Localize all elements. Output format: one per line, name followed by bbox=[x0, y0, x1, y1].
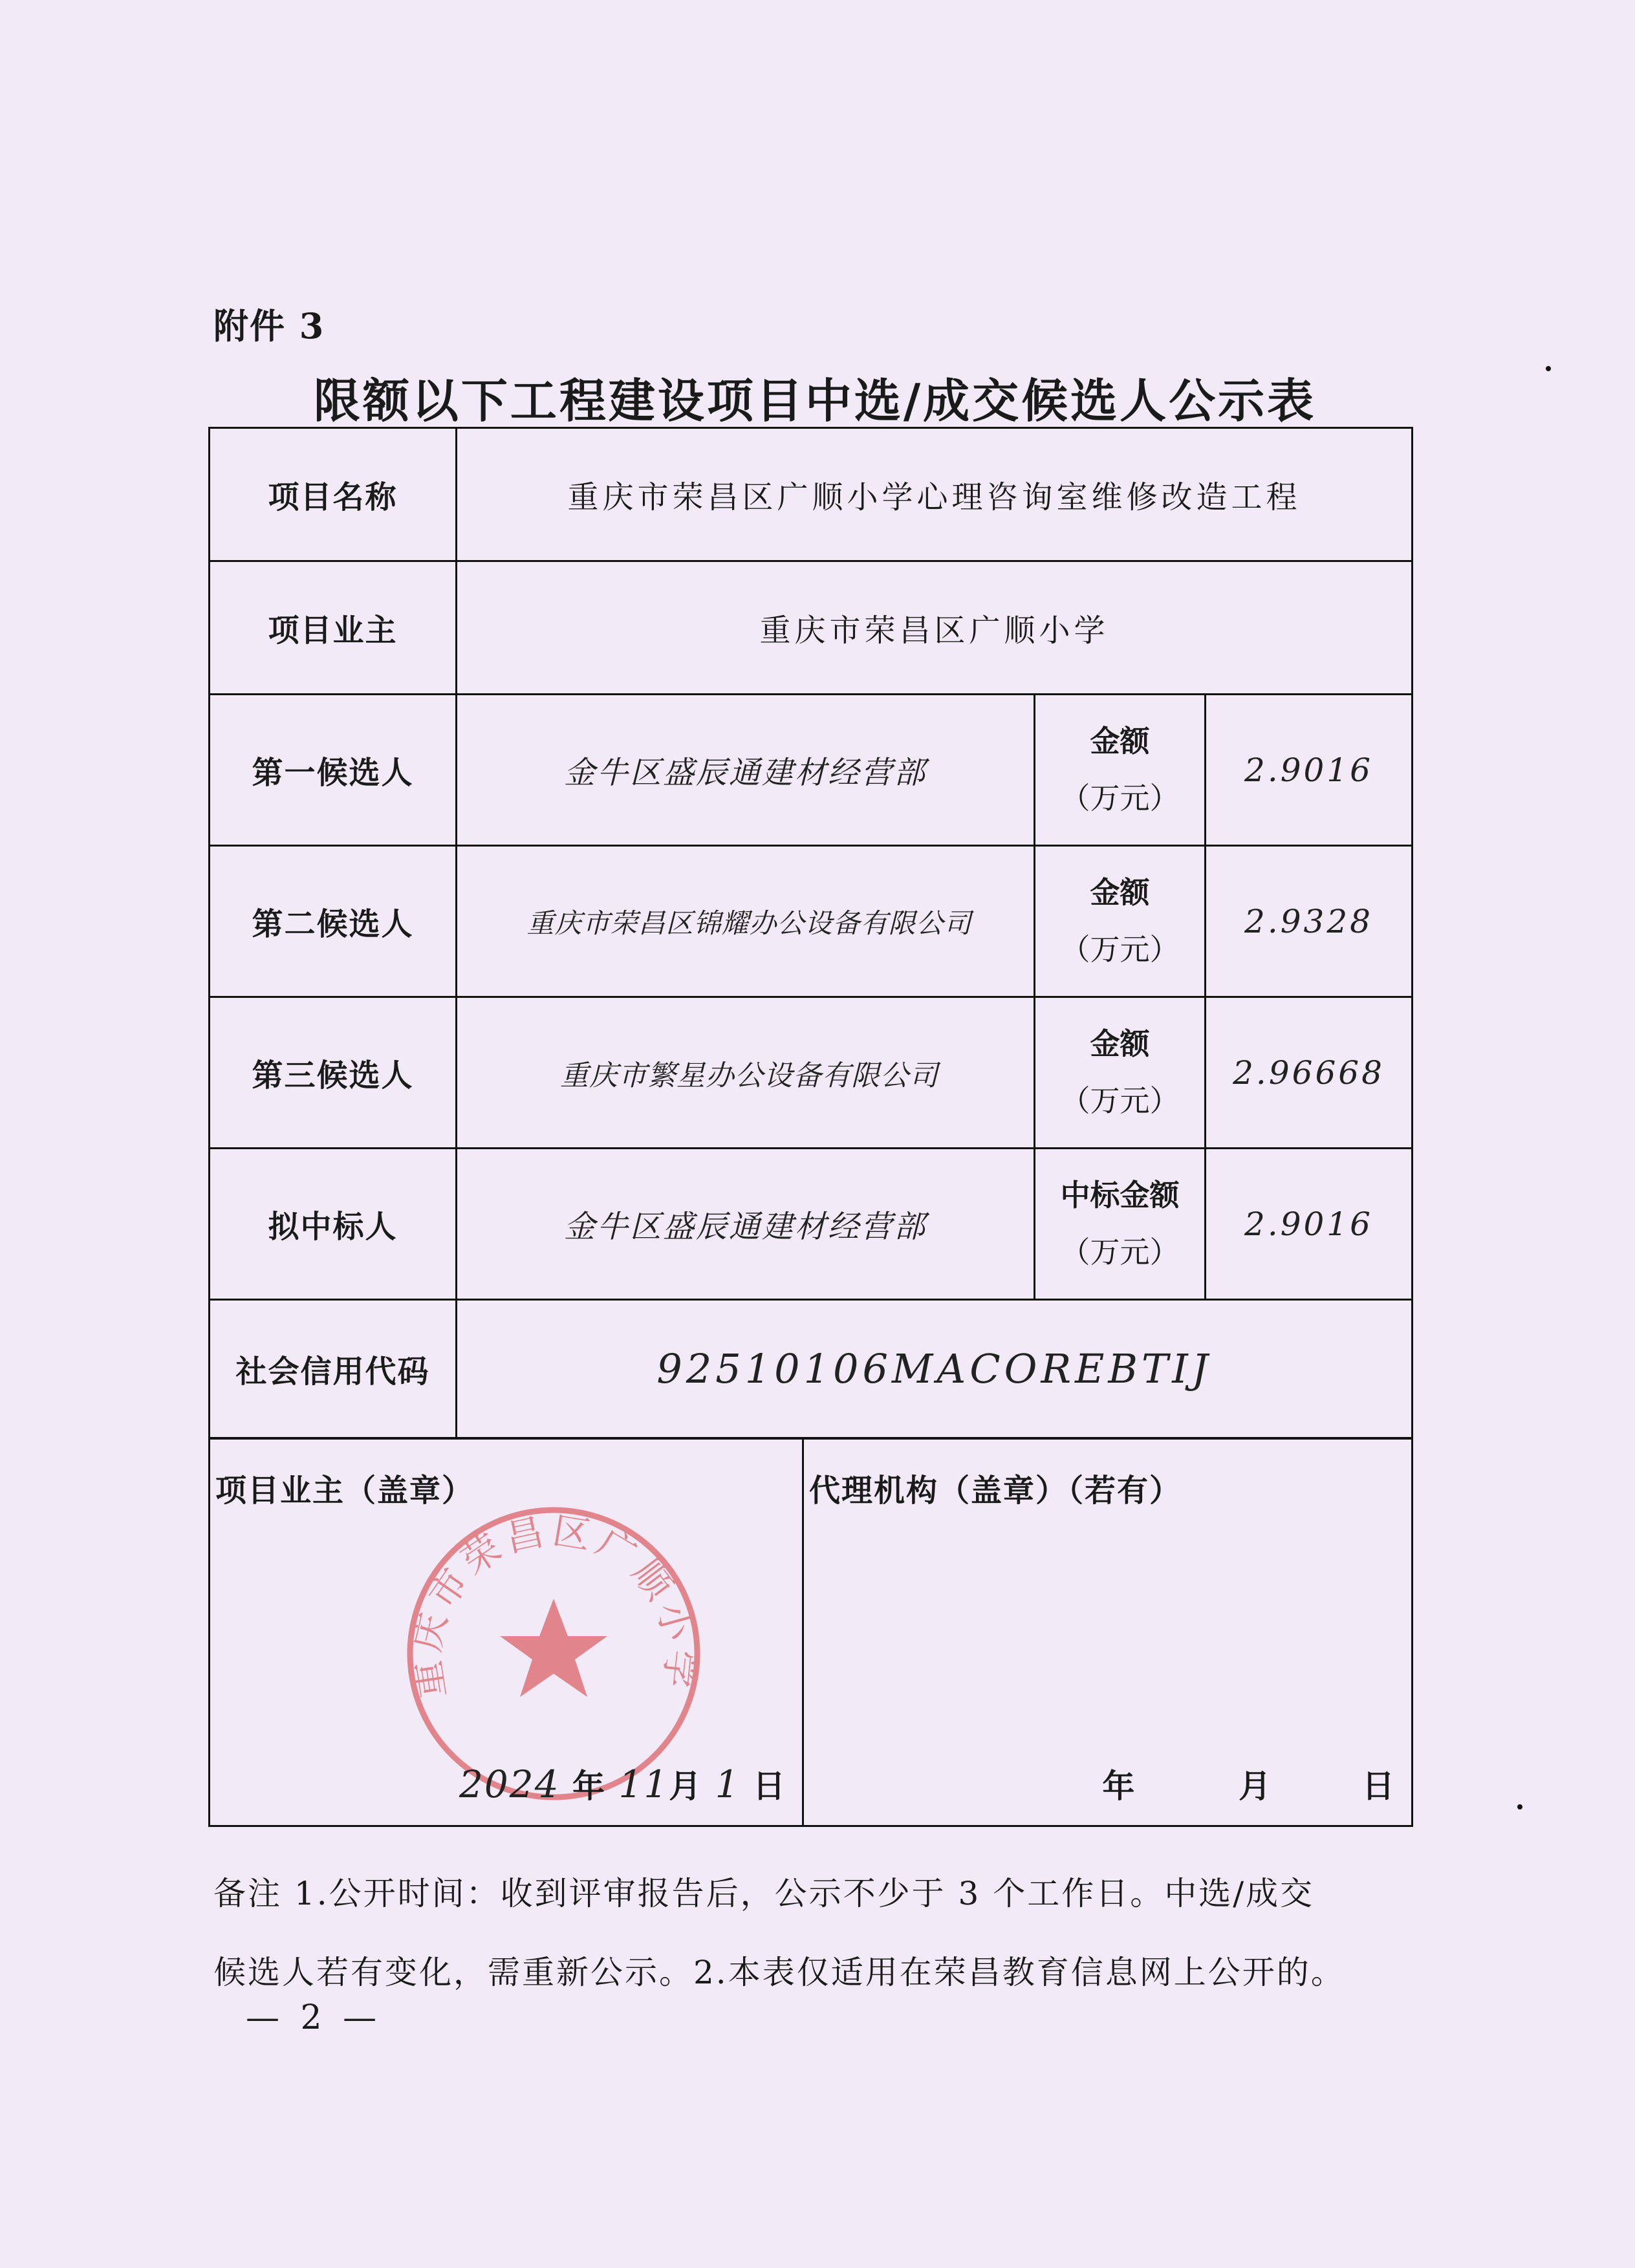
candidate-3-name: 重庆市繁星办公设备有限公司 bbox=[457, 997, 1035, 1149]
scan-speck bbox=[1517, 1804, 1522, 1809]
candidate-row-3 bbox=[210, 997, 1413, 1149]
amount-label: 金额 bbox=[1090, 724, 1150, 759]
scan-speck bbox=[1546, 366, 1551, 371]
candidate-2-amount-label bbox=[1035, 846, 1206, 997]
agency-seal-cell bbox=[803, 1439, 1413, 1826]
credit-row bbox=[210, 1300, 1413, 1438]
owner-sign-day: 1 bbox=[715, 1762, 741, 1806]
owner-seal-title: 项目业主（盖章） bbox=[215, 1473, 475, 1509]
owner-sign-month: 11 bbox=[618, 1762, 669, 1806]
winner-name: 金牛区盛辰通建材经营部 bbox=[457, 1149, 1035, 1300]
year-char: 年 bbox=[1102, 1767, 1136, 1805]
candidate-2-label: 第二候选人 bbox=[210, 846, 457, 997]
candidate-1-name: 金牛区盛辰通建材经营部 bbox=[457, 695, 1035, 846]
amount-unit: （万元） bbox=[1060, 1234, 1180, 1269]
candidate-3-amount: 2.96668 bbox=[1206, 997, 1413, 1149]
page-title: 限额以下工程建设项目中选/成交候选人公示表 bbox=[313, 373, 1317, 428]
month-char: 月 bbox=[1239, 1767, 1273, 1805]
attachment-label: 附件 3 bbox=[213, 305, 325, 347]
owner-sign-date bbox=[459, 1760, 786, 1807]
seal-text: 重庆市荣昌区广顺小学 bbox=[404, 1508, 704, 1701]
signature-table bbox=[208, 1438, 1413, 1827]
winner-amount-title: 中标金额 bbox=[1060, 1178, 1180, 1213]
amount-unit: （万元） bbox=[1060, 1083, 1180, 1118]
winner-amount: 2.9016 bbox=[1206, 1149, 1413, 1300]
day-char: 日 bbox=[753, 1767, 786, 1805]
project-name-row bbox=[210, 428, 1413, 561]
note-line-1: 备注 1.公开时间：收到评审报告后，公示不少于 3 个工作日。中选/成交 bbox=[213, 1875, 1315, 1912]
agency-seal-title: 代理机构（盖章）（若有） bbox=[809, 1473, 1182, 1509]
agency-sign-date bbox=[1102, 1760, 1396, 1807]
project-name-label: 项目名称 bbox=[210, 428, 457, 561]
amount-unit: （万元） bbox=[1060, 931, 1180, 967]
project-owner-row bbox=[210, 561, 1413, 695]
note-line-2: 候选人若有变化，需重新公示。2.本表仅适用在荣昌教育信息网上公开的。 bbox=[213, 1954, 1345, 1991]
page-number: — 2 — bbox=[246, 1998, 382, 2037]
project-owner-value: 重庆市荣昌区广顺小学 bbox=[457, 561, 1413, 695]
project-owner-label: 项目业主 bbox=[210, 561, 457, 695]
day-char: 日 bbox=[1362, 1767, 1396, 1805]
year-char: 年 bbox=[572, 1767, 607, 1805]
winner-amount-label bbox=[1035, 1149, 1206, 1300]
project-name-value: 重庆市荣昌区广顺小学心理咨询室维修改造工程 bbox=[457, 428, 1413, 561]
candidate-1-label: 第一候选人 bbox=[210, 695, 457, 846]
owner-sign-year: 2024 bbox=[459, 1762, 560, 1806]
month-char: 月 bbox=[669, 1767, 703, 1805]
candidate-row-2 bbox=[210, 846, 1413, 997]
winner-label: 拟中标人 bbox=[210, 1149, 457, 1300]
candidate-1-amount-label bbox=[1035, 695, 1206, 846]
seal-star-icon bbox=[500, 1599, 607, 1697]
announcement-table bbox=[208, 427, 1413, 1439]
candidate-3-amount-label bbox=[1035, 997, 1206, 1149]
credit-code: 92510106MACOREBTIJ bbox=[457, 1300, 1413, 1438]
amount-unit: （万元） bbox=[1060, 780, 1180, 815]
amount-label: 金额 bbox=[1090, 1026, 1150, 1062]
candidate-2-amount: 2.9328 bbox=[1206, 846, 1413, 997]
amount-label: 金额 bbox=[1090, 875, 1150, 911]
candidate-2-name: 重庆市荣昌区锦耀办公设备有限公司 bbox=[457, 846, 1035, 997]
candidate-row-1 bbox=[210, 695, 1413, 846]
winner-row bbox=[210, 1149, 1413, 1300]
credit-label: 社会信用代码 bbox=[210, 1300, 457, 1438]
owner-seal-cell bbox=[210, 1439, 803, 1826]
candidate-3-label: 第三候选人 bbox=[210, 997, 457, 1149]
candidate-1-amount: 2.9016 bbox=[1206, 695, 1413, 846]
